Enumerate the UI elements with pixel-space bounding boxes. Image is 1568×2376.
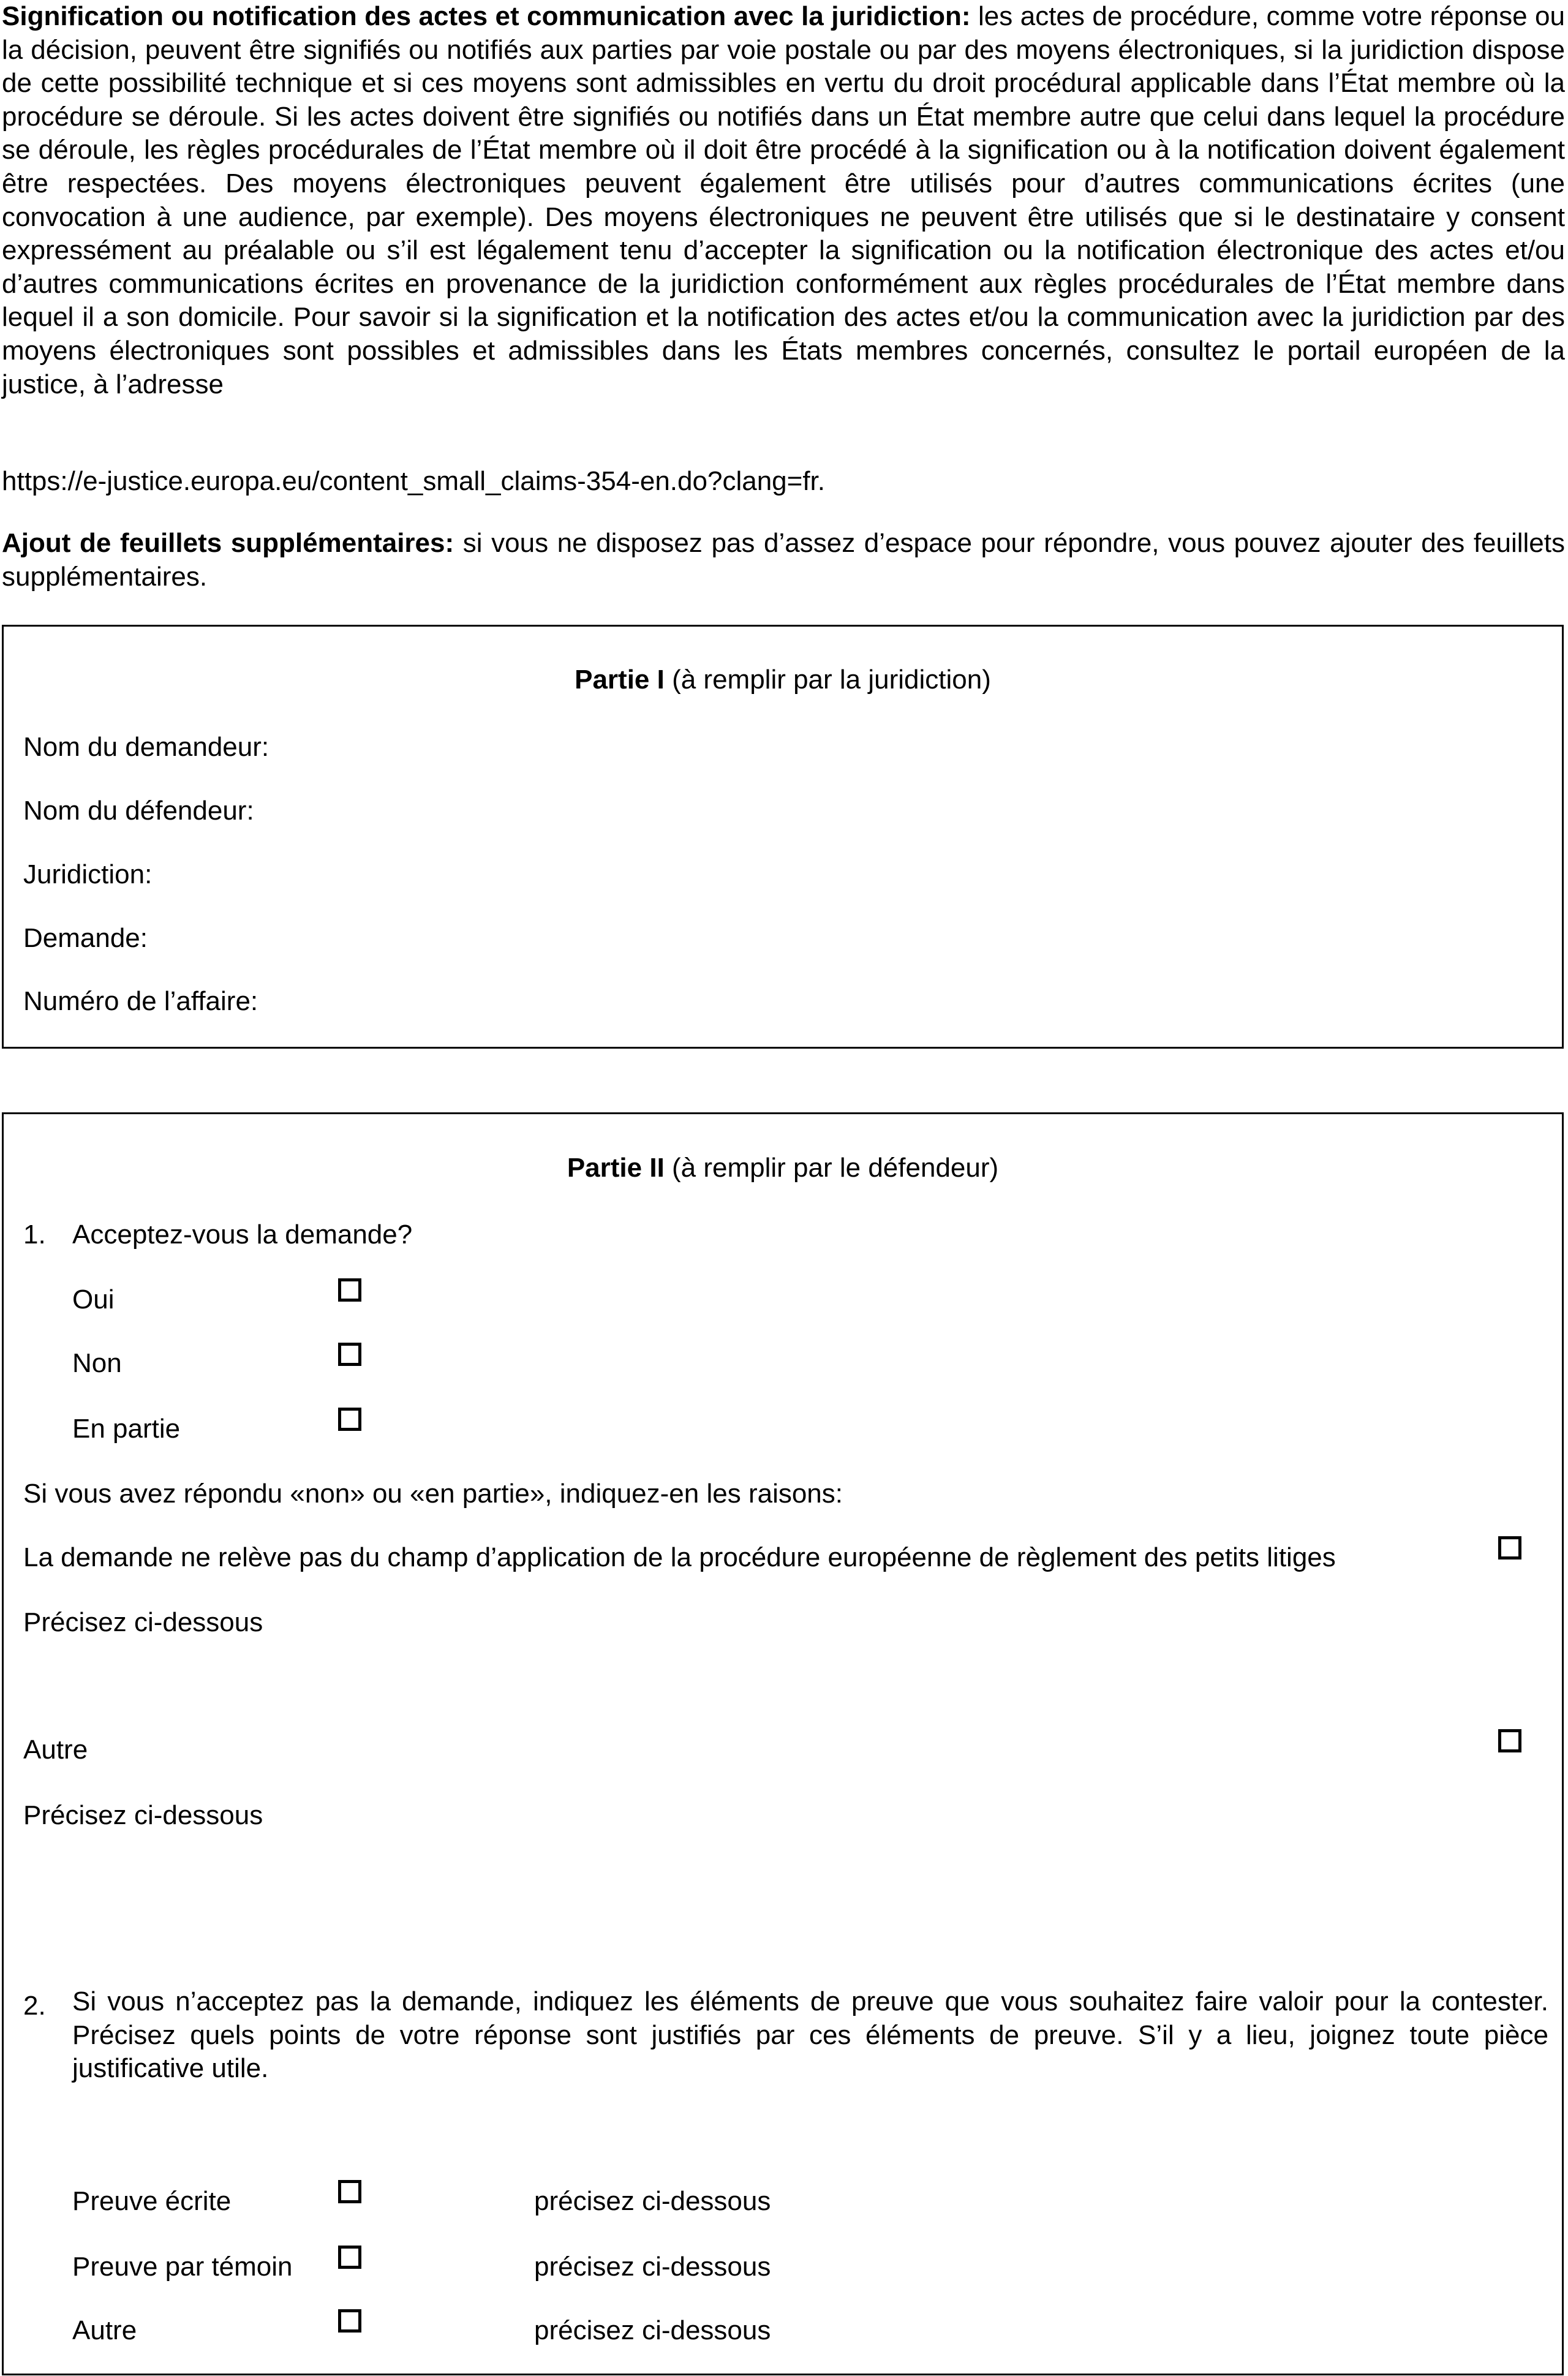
field-court: Juridiction: [23,859,153,889]
evidence-witness-note: précisez ci-dessous [534,2252,771,2282]
evidence-other-note: précisez ci-dessous [534,2315,771,2345]
q2-number: 2. [23,1991,46,2021]
reason-scope-checkbox[interactable] [1498,1536,1521,1559]
intro-body: les actes de procédure, comme votre réponse ou la décision, peuvent être signifiés ou notifiés aux parties par voie postale ou par des moyens électroniques, si la juridiction dispose de cette possibilité technique et si ces moyens sont admissibles en vertu du droit procédural applicable dans l’État membre où la procédure se déroule. Si les actes doivent être signifiés ou notifiés dans un État membre autre que celui dans lequel la procédure se déroule, les règles procédurales de l’État membre où il doit être procédé à la signification ou à la notification doivent également être respectées. Des moyens électroniques peuvent également être utilisés pour d’autres communications écrites (une convocation à une audience, par exemple). Des moyens électroniques ne peuvent être utilisés que si le destinataire y consent expressément au préalable ou s’il est légalement tenu d’accepter la signification ou la notification électronique des actes et/ou d’autres communications écrites en provenance de la juridiction conformément aux règles procédurales de l’État membre dans lequel il a son domicile. Pour savoir si la signification et la notification des actes et/ou la communication avec la juridiction par des moyens électroniques sont possibles et admissibles dans les États membres concernés, consultez le portail européen de la justice, à l’adresse [2,1,1566,399]
evidence-other-label: Autre [72,2315,137,2345]
part2-title [4,1155,1562,1182]
option-en-partie-label: En partie [72,1414,181,1444]
evidence-witness-label: Preuve par témoin [72,2252,293,2282]
part1-box [2,625,1564,1049]
specify-below-other: Précisez ci-dessous [23,1800,263,1830]
field-defendant-name: Nom du défendeur: [23,796,254,826]
additional-sheets-body: si vous ne disposez pas d’assez d’espace pour répondre, vous pouvez ajouter des feuillets supplémentaires. [2,528,1566,592]
intro-paragraph [2,0,1565,401]
evidence-written-checkbox[interactable] [338,2180,361,2203]
specify-below-scope: Précisez ci-dessous [23,1607,263,1637]
part1-title-rest: (à remplir par la juridiction) [664,665,991,695]
reason-other-label: Autre [23,1735,88,1765]
reason-scope-label: La demande ne relève pas du champ d’application de la procédure européenne de règlement des petits litiges [23,1542,1336,1572]
part1-title [4,666,1562,693]
q1-text: Acceptez-vous la demande? [72,1220,413,1250]
evidence-witness-checkbox[interactable] [338,2246,361,2269]
option-oui-checkbox[interactable] [338,1278,361,1302]
field-case-number: Numéro de l’affaire: [23,986,258,1016]
part2-title-rest: (à remplir par le défendeur) [664,1153,999,1183]
evidence-written-label: Preuve écrite [72,2186,232,2216]
reason-other-checkbox[interactable] [1498,1729,1521,1752]
part1-title-bold: Partie I [575,665,665,695]
option-non-checkbox[interactable] [338,1343,361,1366]
field-claimant-name: Nom du demandeur: [23,732,270,762]
intro-heading: Signification ou notification des actes et communication avec la juridiction: [2,1,971,31]
additional-sheets-paragraph [2,527,1565,594]
evidence-other-checkbox[interactable] [338,2309,361,2333]
option-oui-label: Oui [72,1284,115,1314]
option-non-label: Non [72,1348,122,1378]
evidence-written-note: précisez ci-dessous [534,2186,771,2216]
additional-sheets-heading: Ajout de feuillets supplémentaires: [2,528,454,558]
part2-box [2,1112,1564,2375]
option-en-partie-checkbox[interactable] [338,1408,361,1431]
reasons-intro: Si vous avez répondu «non» ou «en partie», indiquez-en les raisons: [23,1479,843,1509]
part2-title-bold: Partie II [567,1153,665,1183]
portal-url[interactable]: https://e-justice.europa.eu/content_small_claims-354-en.do?clang=fr. [2,466,825,496]
q1-number: 1. [23,1220,46,1250]
field-claim: Demande: [23,923,148,953]
q2-text: Si vous n’acceptez pas la demande, indiquez les éléments de preuve que vous souhaitez faire valoir pour la contester. Précisez quels points de votre réponse sont justifiés par ces éléments de preuve. S’il y a lieu, joignez toute pièce justificative utile. [72,1986,1548,2084]
